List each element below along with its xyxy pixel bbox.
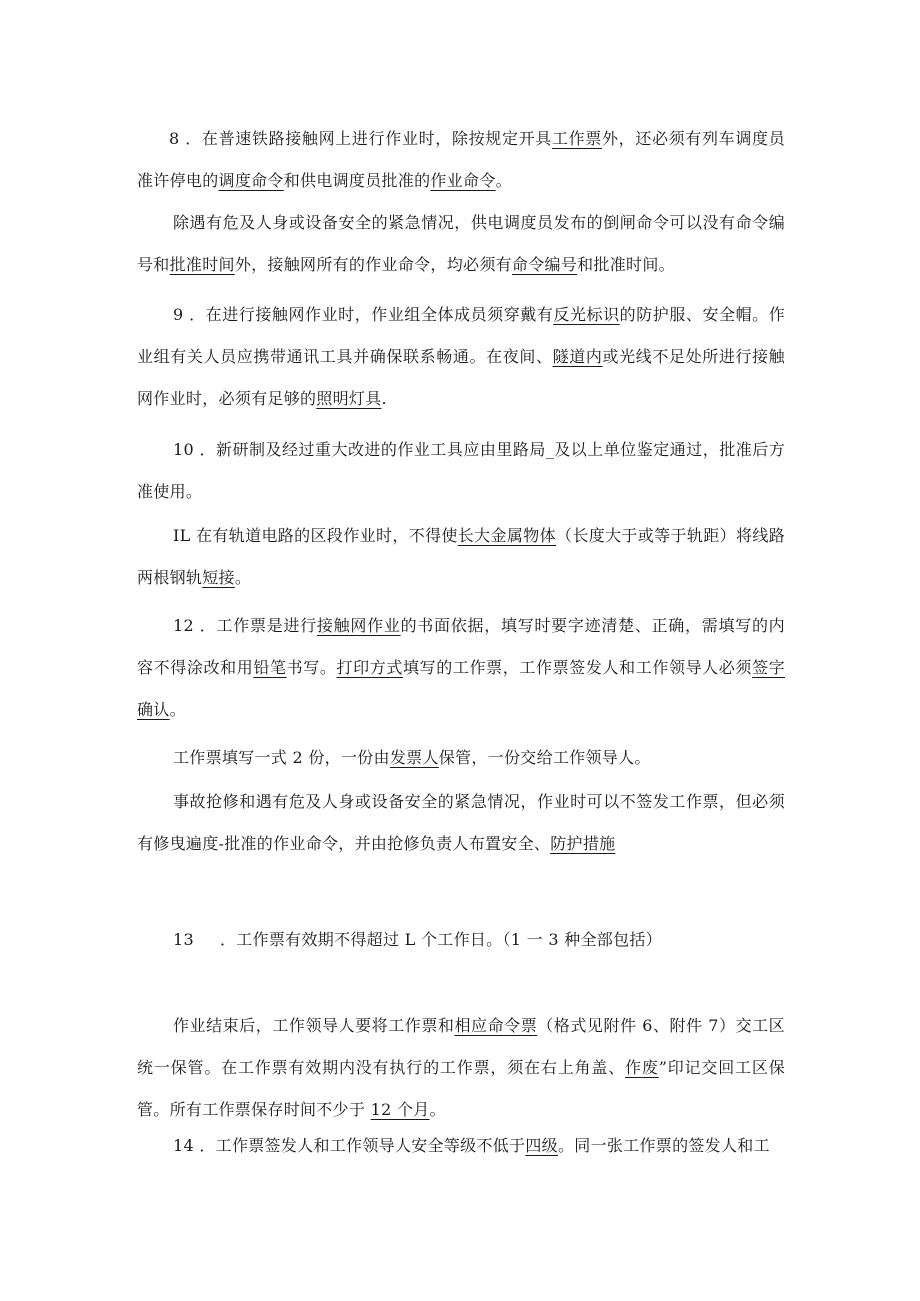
text-segment: 和供电调度员批准的 <box>283 171 431 190</box>
text-segment: 外，还必须有列车调度员准许停电的 <box>137 129 785 190</box>
paragraph-item-12-emergency <box>137 781 785 865</box>
text-segment: 。同一张工作票的签发人和工 <box>557 1136 770 1155</box>
text-segment: 。 <box>169 700 186 719</box>
text-segment: ”印记交回工区保管。所有工作票保存时间不少于 <box>137 1058 786 1119</box>
paragraph-item-12-copies <box>137 737 785 779</box>
underlined-term: 工作票 <box>551 129 602 148</box>
text-segment: 作业结束后，工作领导人要将工作票和 <box>173 1016 455 1035</box>
text-segment: 除遇有危及人身或设备安全的紧急情况，供电调度员发布的倒闸命令可以没有命令编号和 <box>137 213 785 274</box>
underlined-term: 调度命令 <box>218 171 284 190</box>
underlined-term: 签字确认 <box>137 658 785 719</box>
underlined-term: 作业命令 <box>430 171 496 190</box>
text-segment: 10 ．新研制及经过重大改进的作业工具应由里路局_及以上单位鉴定通过，批准后方准使用。 <box>137 440 785 501</box>
underlined-term: 作废 <box>625 1058 659 1077</box>
underlined-term: 隧道内 <box>552 347 603 366</box>
paragraph-item-8-note <box>137 202 785 286</box>
text-segment: 填写的工作票，工作票签发人和工作领导人必须 <box>402 658 753 677</box>
underlined-term: 批准时间 <box>169 255 235 274</box>
text-segment: 书写。 <box>286 658 337 677</box>
text-segment: 。 <box>234 568 252 587</box>
text-segment: 14 ．工作票签发人和工作领导人安全等级不低于 <box>173 1136 526 1155</box>
text-segment: 工作票填写一式 2 份，一份由 <box>173 748 390 767</box>
paragraph-item-11 <box>137 515 785 599</box>
text-segment: 保管，一份交给工作领导人。 <box>438 748 651 767</box>
underlined-term: 打印方式 <box>336 658 403 677</box>
text-segment: 。 <box>429 1100 446 1119</box>
paragraph-item-10 <box>137 429 785 513</box>
paragraph-item-13 <box>137 919 785 961</box>
underlined-term: 四级 <box>525 1136 558 1155</box>
underlined-term: 发票人 <box>389 748 439 767</box>
text-segment: IL 在有轨道电路的区段作业时，不得使 <box>173 526 458 545</box>
paragraph-item-12 <box>137 605 785 731</box>
text-segment: 事故抢修和遇有危及人身或设备安全的紧急情况，作业时可以不签发工作票，但必须有修曳遍度-批准的作业命令，并由抢修负责人布置安全、 <box>137 792 785 853</box>
underlined-term: 命令编号 <box>511 255 578 274</box>
underlined-term: 长大金属物体 <box>457 526 556 545</box>
paragraph-item-9 <box>137 294 785 420</box>
text-segment: 12 ．工作票是进行 <box>173 616 317 635</box>
underlined-term: 短接 <box>202 568 235 587</box>
text-segment: 。 <box>495 171 512 190</box>
text-segment: ．工作票有效期不得超过 L 个工作日。（1 一 3 种全部包括） <box>219 930 662 949</box>
text-segment: 8 ．在普速铁路接触网上进行作业时，除按规定开具 <box>169 129 552 148</box>
text-segment: 或光线不足处所进行接触网作业时，必须有足够的 <box>137 347 785 408</box>
paragraph-item-13-storage <box>137 1005 785 1131</box>
text-segment: 13 <box>173 930 194 949</box>
underlined-term: 照明灯具 <box>316 389 382 408</box>
text-segment: （长度大于或等于轨距）将线路两根钢轨 <box>137 526 785 587</box>
underlined-term: 12 个月 <box>370 1100 430 1119</box>
text-segment: 的书面依据，填写时要字迹清楚、正确，需填写的内容不得涂改和用 <box>137 616 785 677</box>
text-segment: 9 ．在进行接触网作业时，作业组全体成员须穿戴有 <box>173 305 554 324</box>
text-segment: 和批准时间。 <box>577 255 675 274</box>
underlined-term: 相应命令票 <box>454 1016 538 1035</box>
underlined-term: 反光标识 <box>553 305 620 324</box>
text-segment: （格式见附件 6、附件 7）交工区统一保管。在工作票有效期内没有执行的工作票，须在右上角盖、 <box>137 1016 785 1077</box>
paragraph-item-8 <box>137 118 785 202</box>
text-segment: 外，接触网所有的作业命令，均必须有 <box>234 255 512 274</box>
underlined-term: 接触网作业 <box>316 616 401 635</box>
underlined-term: 防护措施 <box>550 834 616 853</box>
paragraph-item-14 <box>137 1125 785 1167</box>
text-segment: 的防护服、安全帽。作业组有关人员应携带通讯工具并确保联系畅通。在夜间、 <box>137 305 786 366</box>
underlined-term: 铅笔 <box>253 658 287 677</box>
text-segment: . <box>381 389 387 408</box>
